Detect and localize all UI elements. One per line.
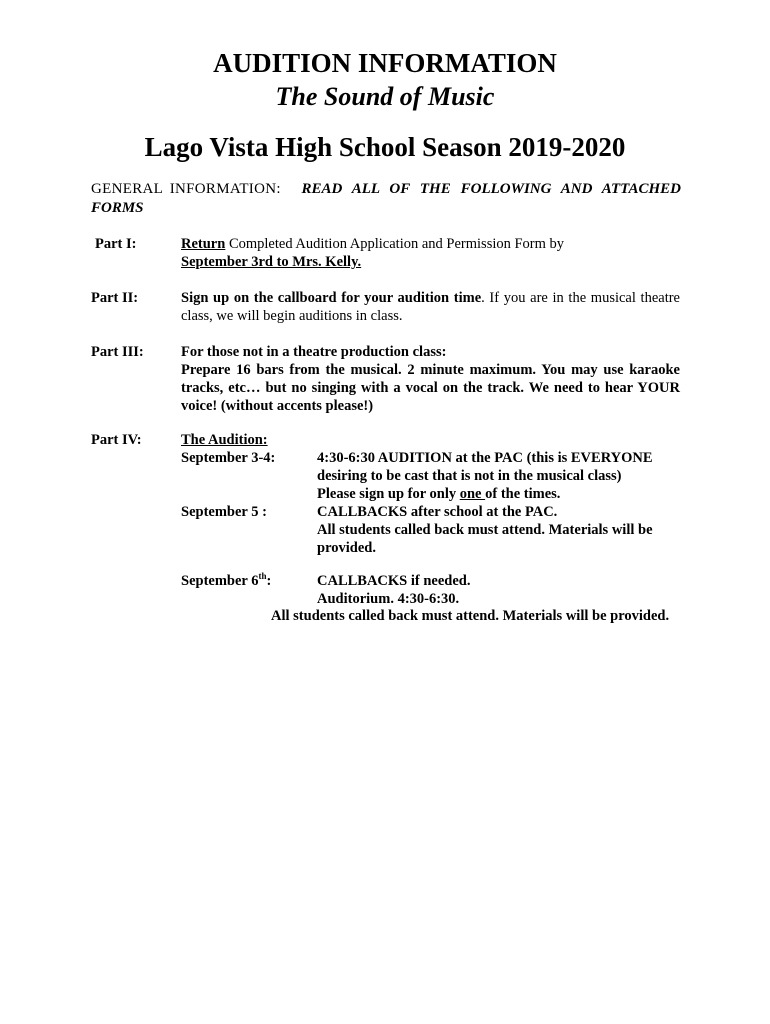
schedule-details-3 [317, 572, 681, 608]
schedule-date-2: September 5 : [181, 504, 267, 520]
show-title: The Sound of Music [275, 82, 495, 111]
schedule-date-1: September 3-4: [181, 450, 276, 466]
return-deadline: September 3rd to Mrs. Kelly. [181, 254, 362, 270]
part-1-body [181, 235, 680, 271]
callboard-instruction: Sign up on the callboard for your audition time [181, 290, 482, 306]
part-4-label: Part IV: [91, 432, 142, 448]
part-3-heading: For those not in a theatre production class: [181, 344, 447, 360]
part-4-heading [181, 431, 680, 449]
part-2-body [181, 289, 680, 325]
part-3-body [181, 343, 680, 415]
general-information [91, 180, 681, 218]
schedule-2-line-1: CALLBACKS after school at the PAC. [317, 504, 558, 520]
schedule-1-line-2: Please sign up for only one of the times. [317, 486, 561, 502]
schedule-details-2 [317, 503, 681, 557]
part-1-label: Part I: [95, 236, 137, 252]
audition-heading: The Audition: [181, 432, 268, 448]
part-3-label: Part III: [91, 344, 144, 360]
schedule-3-line-2: Auditorium. 4:30-6:30. [317, 591, 460, 607]
schedule-3-line-1: CALLBACKS if needed. [317, 573, 471, 589]
return-text: Completed Audition Application and Permission Form by [225, 236, 565, 252]
schedule-2-line-2: All students called back must attend. Materials will be provided. [317, 522, 653, 556]
part-3-instructions: Prepare 16 bars from the musical. 2 minute maximum. You may use karaoke tracks, etc… but no singing with a vocal on the track. We need to hear YOUR voice! (without accents please!) [181, 362, 680, 414]
general-information-instruction: READ ALL OF THE FOLLOWING AND ATTACHED FORMS [91, 181, 681, 216]
season-heading: Lago Vista High School Season 2019-2020 [144, 132, 626, 162]
schedule-3-note: All students called back must attend. Materials will be provided. [271, 608, 670, 624]
callboard-note: . If you are in the musical theatre class, we will begin auditions in class. [181, 290, 680, 324]
schedule-1-line-1: 4:30-6:30 AUDITION at the PAC (this is EVERYONE desiring to be cast that is not in the musical class) [317, 450, 653, 484]
general-information-label: GENERAL INFORMATION: [91, 181, 281, 197]
schedule-date-3: September 6th: [181, 571, 272, 589]
return-word: Return [181, 236, 226, 252]
part-2-label: Part II: [91, 290, 139, 306]
schedule-details-1 [317, 449, 681, 503]
document-title: AUDITION INFORMATION [213, 48, 557, 78]
